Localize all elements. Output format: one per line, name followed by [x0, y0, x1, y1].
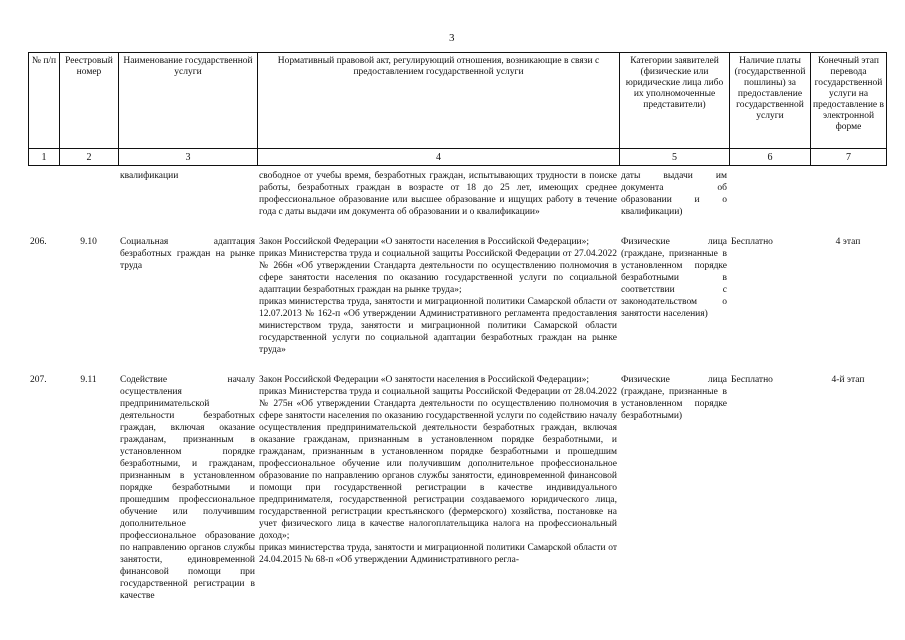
legal-act: свободное от учебы время, безработных граждан, испытывающих трудности в поиске работы, безработных граждан в возрасте от 18 до 25 лет, имеющих среднее профессиональное образование или высшее образование и ищущих работу в течение года с даты выдачи им документа об образовании и о квалификации»: [259, 171, 617, 217]
legal-act: приказ Министерства труда и социальной защиты Российской Федерации от 27.04.2022 № 266н «Об утверждении Стандарта деятельности по осуществлению полномочия в сфере занятости населения по оказанию государственной услуги по социальной адаптации безработных граждан на рынке труда»;: [259, 249, 617, 295]
header-index: 7: [811, 149, 887, 166]
header-col-fee: Наличие платы (государственной пошлины) за предоставление государственной услуги: [730, 53, 811, 149]
legal-act: приказ министерства труда, занятости и миграционной политики Самарской области от 12.07.2013 № 162-п «Об утверждении Административного регламента предоставления министерством труда, занятости и миграционной политики Самарской области государственной услуги по социальной адаптации безработных граждан на рынке труда»: [259, 297, 617, 355]
fee-status: Бесплатно: [731, 237, 773, 247]
header-index: 3: [119, 149, 258, 166]
legal-act: приказ министерства труда, занятости и миграционной политики Самарской области от 24.04.2015 № 68-п «Об утверждении Административного регла-: [259, 543, 617, 565]
header-table: [28, 52, 887, 166]
header-index: 6: [730, 149, 811, 166]
service-name: Содействие началу осуществления предпринимательской деятельности безработных граждан, включая оказание гражданам, признанным в установленном порядке безработными, и гражданам, признанным в установленном порядке безработными и прошедшим профессиональное обучение или получившим дополнительное профессиональное образование по направлению органов службы занятости, единовременной финансовой помощи при государственной регистрации в качестве: [120, 375, 255, 601]
legal-acts: [257, 374, 619, 602]
row-number: 206.: [30, 237, 47, 247]
header-index: 5: [620, 149, 730, 166]
header-col-category: Категории заявителей (физические или юридические лица либо их уполномоченные представители): [620, 53, 730, 149]
registry-number: 9.11: [80, 375, 97, 385]
table-row: [28, 236, 886, 356]
table-row: [28, 374, 886, 602]
services-table: [28, 170, 886, 602]
final-stage: 4 этап: [835, 237, 861, 247]
header-col-name: Наименование государственной услуги: [119, 53, 258, 149]
legal-acts: [257, 236, 619, 356]
legal-act: Закон Российской Федерации «О занятости населения в Российской Федерации»;: [259, 237, 590, 247]
header-col-number: № п/п: [29, 53, 60, 149]
legal-act: приказ Министерства труда и социальной защиты Российской Федерации от 28.04.2022 № 275н «Об утверждении Стандарта деятельности по осуществлению полномочия в сфере занятости населения по оказанию государственной услуги по содействию началу осуществления предпринимательской деятельности безработных граждан, включая оказание гражданам, признанным в установленном порядке безработными, и гражданам, признанным в установленном порядке безработными и прошедшим профессиональное обучение или получившим дополнительное профессиональное образование по направлению органов службы занятости, единовременной финансовой помощи при государственной регистрации в качестве индивидуального предпринимателя, государственной регистрации создаваемого юридического лица, государственной регистрации крестьянского (фермерского) хозяйства, постановке на учет физического лица в качестве налогоплательщика налога на профессиональный доход»;: [259, 387, 617, 541]
applicant-category: Физические лица (граждане, признанные в установленном порядке безработными): [621, 375, 727, 421]
header-index: 4: [258, 149, 620, 166]
page-number: 3: [449, 32, 455, 44]
header-col-stage: Конечный этап перевода государственной услуги на предоставление в электронной форме: [811, 53, 887, 149]
legal-act: Закон Российской Федерации «О занятости населения в Российской Федерации»;: [259, 375, 590, 385]
row-number: 207.: [30, 375, 47, 385]
header-col-registry: Реестровый номер: [60, 53, 119, 149]
header-index: 1: [29, 149, 60, 166]
header-index: 2: [60, 149, 119, 166]
table-row-continuation: [28, 170, 886, 218]
final-stage: 4-й этап: [831, 375, 865, 385]
service-name: Социальная адаптация безработных граждан на рынке труда: [120, 237, 255, 271]
fee-status: Бесплатно: [731, 375, 773, 385]
service-name: квалификации: [120, 171, 179, 181]
header-col-act: Нормативный правовой акт, регулирующий отношения, возникающие в связи с предоставлением государственной услуги: [258, 53, 620, 149]
applicant-category: даты выдачи им документа об образовании и о квалификации): [621, 171, 727, 217]
registry-number: 9.10: [80, 237, 97, 247]
applicant-category: Физические лица (граждане, признанные в установленном порядке безработными в соответствии с законодательством о занятости населения): [621, 237, 727, 319]
